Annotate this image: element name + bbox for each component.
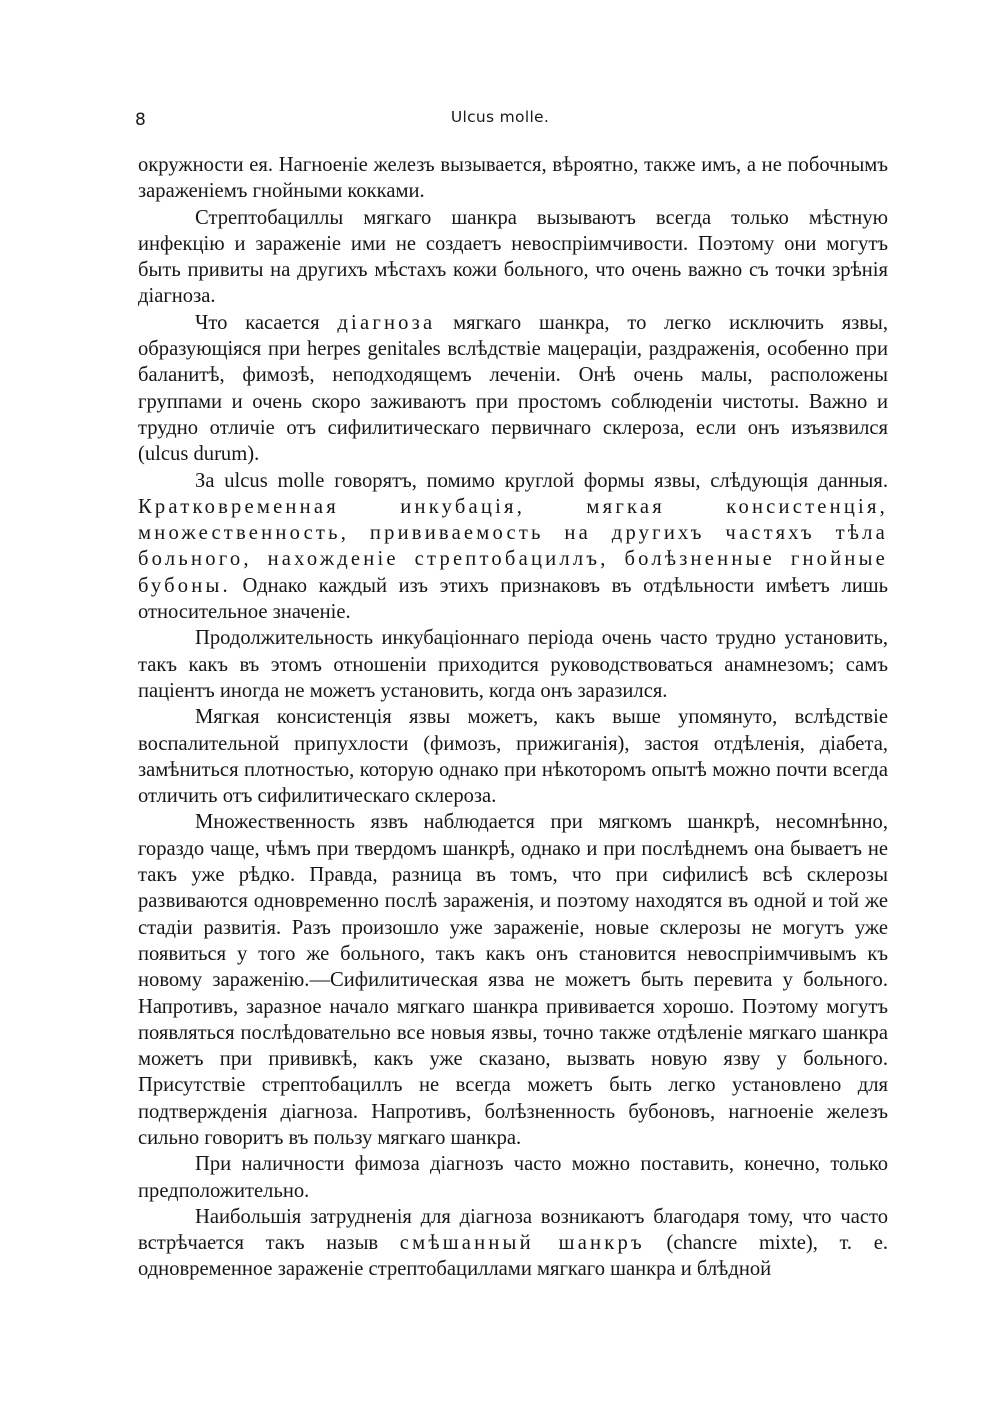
paragraph-signs-rest: Однако каждый изъ этихъ признаковъ въ отдѣльности имѣетъ лишь относительное значеніе. [138,574,888,624]
paragraph-multiplicity: Множественность язвъ наблюдается при мягкомъ шанкрѣ, несомнѣнно, гораздо чаще, чѣмъ при твердомъ шанкрѣ, однако и при послѣднемъ она бываетъ не такъ уже рѣдко. Правда, разница въ томъ, что при сифилисѣ всѣ склерозы развиваются одновременно послѣ зараженія, и поэтому находятся въ одной и той же стадіи развитія. Разъ произошло уже зараженіе, новые склерозы не могутъ уже появиться у того же больного, такъ какъ онъ становится невоспріимчивымъ къ новому зараженію.—Сифилитическая язва не можетъ быть перевита у больного. Напротивъ, заразное начало мягкаго шанкра прививается хорошо. Поэтому могутъ появляться послѣдовательно все новыя язвы, точно также отдѣленіе мягкаго шанкра можетъ при прививкѣ, какъ уже сказано, вызвать новую язву у больного. Присутствіе стрептобациллъ не всегда можетъ быть легко установлено для подтвержденія діагноза. Напротивъ, болѣзненность бубоновъ, нагноеніе железъ сильно говоритъ въ пользу мягкаго шанкра. [138,811,888,1149]
paragraph-mixed-rest: (chancre mixte), т. е. одновременное зараженіе стрептобациллами мягкаго шанкра и блѣдной [138,1232,889,1281]
paragraph-continuation: окружности ея. Нагноеніе железъ вызывается, вѣроятно, также имъ, а не побочнымъ зараженіемъ гнойными кокками. [138,154,888,203]
paragraph-streptobacilli: Стрептобациллы мягкаго шанкра вызываютъ всегда только мѣстную инфекцію и зараженіе ими не создаетъ невоспріимчивости. Поэтому они могутъ быть привиты на другихъ мѣстахъ кожи больного, что очень важно съ точки зрѣнія діагноза. [138,206,888,308]
paragraph-phimosis: При наличности фимоза діагнозъ часто можно поставить, конечно, только предположительно. [138,1153,888,1202]
paragraph-diagnosis [138,310,888,468]
running-title: Ulcus molle. [450,108,550,126]
emphasis-signs-list: Кратковременная инкубація, мягкая консистенція, множественность, прививаемость на другихъ частяхъ тѣла больного, нахожденіе стрептобациллъ, болѣзненные гнойные бубоны. [138,495,888,597]
paragraph-mixed-lead: Наибольшія затрудненія для діагноза возникаютъ благодаря тому, что часто встрѣчается такъ назыв [138,1205,888,1255]
body-text [138,152,888,1283]
paragraph-signs [138,468,888,626]
page-number: 8 [135,110,146,130]
paragraph-consistency: Мягкая консистенція язвы можетъ, какъ выше упомянуто, вслѣдствіе воспалительной припухлости (фимозъ, прижиганія), застоя отдѣленія, діабета, замѣниться плотностью, которую однако при нѣкоторомъ опытѣ можно почти всегда отличить отъ сифилитическаго склероза. [138,706,888,808]
emphasis-mixed-chancre: смѣшанный шанкръ [399,1232,645,1255]
paragraph-diagnosis-rest: мягкаго шанкра, то легко исключить язвы, образующіяся при herpes genitales вслѣдствіе мацераціи, раздраженія, особенно при баланитѣ, фимозѣ, неподходящемъ леченіи. Онѣ очень малы, расположены группами и очень скоро заживаютъ при простомъ соблюденіи чистоты. Важно и трудно отличіе отъ сифилитическаго первичнаго склероза, если онъ изъязвился (ulcus durum). [138,311,889,466]
emphasis-diagnosis: діагноза [337,311,436,334]
paragraph-signs-lead: За ulcus molle говорятъ, помимо круглой формы язвы, слѣдующія данныя. [195,469,888,492]
paragraph-diagnosis-lead: Что касается [195,311,338,334]
paragraph-mixed-chancre [138,1204,888,1283]
paragraph-incubation: Продолжительность инкубаціоннаго періода очень часто трудно установить, такъ какъ въ этомъ отношеніи приходится руководствоваться анамнезомъ; самъ паціентъ иногда не можетъ установить, когда онъ заразился. [138,627,888,702]
